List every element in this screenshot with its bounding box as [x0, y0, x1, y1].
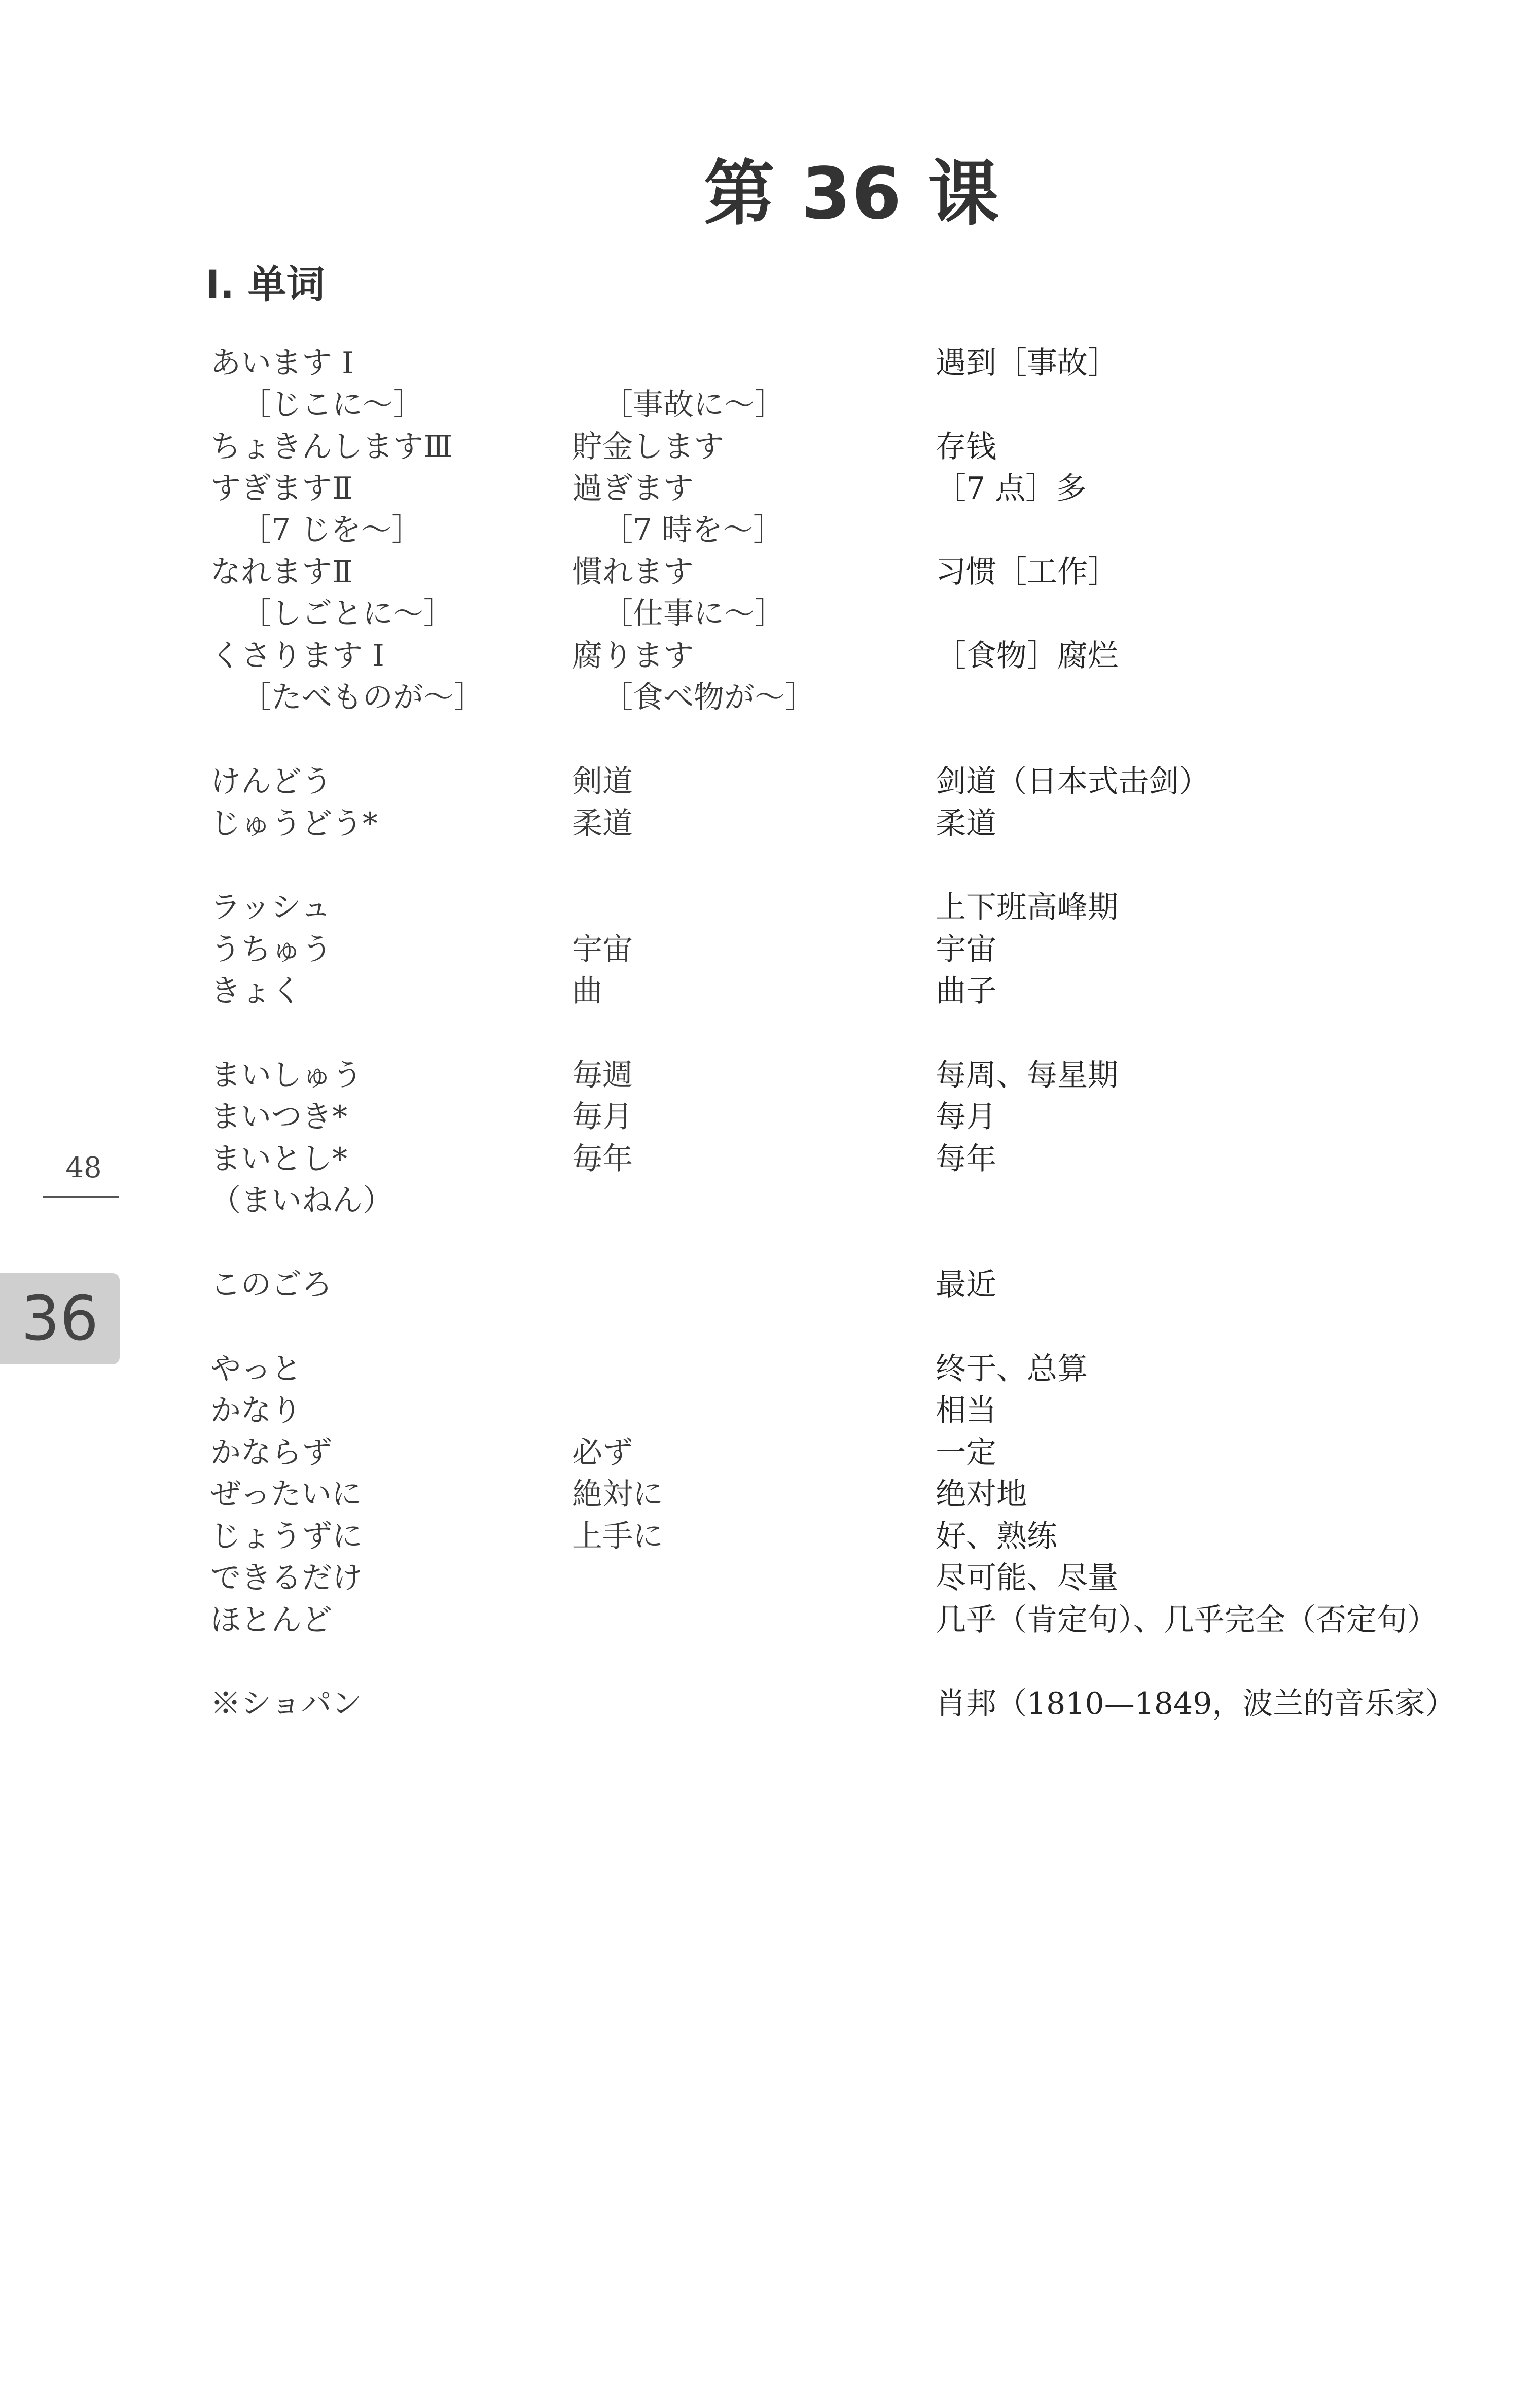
- vocab-kana: あいます I: [210, 345, 354, 381]
- vocab-kana: やっと: [210, 1351, 302, 1387]
- vocab-kana: ［しごとに～］: [241, 596, 454, 632]
- vocab-kana: じょうずに: [210, 1519, 363, 1554]
- vocab-meaning: 一定: [936, 1435, 996, 1470]
- vocab-kana: ほとんど: [210, 1602, 332, 1638]
- vocab-meaning: 柔道: [936, 806, 996, 842]
- vocab-row: [0, 1432, 1540, 1474]
- vocab-row: [0, 468, 1540, 509]
- vocab-row: [0, 426, 1540, 468]
- vocab-meaning: 习惯［工作］: [936, 554, 1118, 590]
- vocab-meaning: 存钱: [936, 429, 996, 465]
- vocab-meaning: 上下班高峰期: [936, 890, 1118, 925]
- vocab-meaning: 曲子: [936, 973, 996, 1009]
- vocab-meaning: 宇宙: [936, 932, 996, 967]
- vocab-kanji: 必ず: [572, 1435, 633, 1470]
- vocab-row: [0, 761, 1540, 802]
- vocab-meaning: 终于、总算: [936, 1351, 1088, 1387]
- section-heading: I. 单词: [205, 262, 325, 307]
- vocab-kana: けんどう: [210, 764, 332, 799]
- vocab-row: [0, 1180, 1540, 1221]
- vocab-row: [0, 1390, 1540, 1431]
- vocab-row: [0, 887, 1540, 928]
- vocab-kana: ちょきんしますⅢ: [210, 429, 453, 465]
- vocab-row: [0, 1599, 1540, 1641]
- vocab-meaning: 最近: [936, 1267, 996, 1303]
- vocab-kana: まいつき*: [210, 1099, 347, 1135]
- vocab-kana: まいしゅう: [210, 1058, 363, 1093]
- page-number: 48: [65, 1151, 102, 1184]
- vocab-meaning: 绝对地: [936, 1477, 1027, 1512]
- vocab-meaning: 几乎（肯定句）、几乎完全（否定句）: [936, 1602, 1438, 1638]
- vocab-kana: ［たべものが～］: [241, 680, 484, 715]
- vocab-kanji: 過ぎます: [572, 471, 694, 506]
- vocab-row: [0, 803, 1540, 845]
- vocab-row: [0, 1264, 1540, 1306]
- vocab-kana: ［7 じを～］: [241, 512, 422, 548]
- vocab-meaning: 肖邦（1810—1849，波兰的音乐家）: [936, 1686, 1456, 1722]
- vocab-row: [0, 1557, 1540, 1599]
- vocab-row: [0, 1516, 1540, 1557]
- vocab-meaning: ［食物］腐烂: [936, 638, 1118, 674]
- vocab-meaning: 每年: [936, 1141, 996, 1177]
- vocab-kanji: ［7 時を～］: [602, 512, 784, 548]
- lesson-tab: 36: [0, 1273, 120, 1364]
- vocab-row: [0, 1055, 1540, 1096]
- vocab-row: [0, 1348, 1540, 1390]
- vocab-kanji: 毎週: [572, 1058, 633, 1093]
- vocab-kanji: ［事故に～］: [602, 387, 785, 423]
- vocab-meaning: 剑道（日本式击剑）: [936, 764, 1209, 799]
- vocab-meaning: 遇到［事故］: [936, 345, 1118, 381]
- vocab-kana: ラッシュ: [210, 890, 331, 925]
- vocab-kanji: 慣れます: [572, 554, 694, 590]
- vocab-row: [0, 509, 1540, 551]
- vocab-meaning: 相当: [936, 1393, 996, 1428]
- vocab-row: [0, 551, 1540, 593]
- vocab-row: [0, 677, 1540, 718]
- vocab-kanji: 毎月: [572, 1099, 633, 1135]
- vocab-row: [0, 970, 1540, 1012]
- vocab-row: [0, 1474, 1540, 1515]
- vocab-kanji: 絶対に: [572, 1477, 663, 1512]
- vocab-kana: くさります I: [210, 638, 384, 674]
- vocab-kana: ぜったいに: [210, 1477, 362, 1512]
- vocab-kana: なれますⅡ: [210, 554, 353, 590]
- vocab-kanji: ［仕事に～］: [602, 596, 785, 632]
- vocab-kana: すぎますⅡ: [210, 471, 353, 506]
- vocab-row: [0, 342, 1540, 384]
- vocab-kanji: 宇宙: [572, 932, 633, 967]
- vocab-kanji: 柔道: [572, 806, 633, 842]
- vocab-kana: ※ショパン: [210, 1686, 362, 1722]
- vocab-row: [0, 1683, 1540, 1725]
- page-title: 第 36 课: [703, 153, 1000, 235]
- vocab-meaning: 尽可能、尽量: [936, 1560, 1118, 1596]
- vocab-kanji: 曲: [572, 973, 602, 1009]
- vocab-row: [0, 929, 1540, 970]
- vocab-row: [0, 635, 1540, 677]
- vocab-kanji: 貯金します: [572, 429, 724, 465]
- vocab-kana: まいとし*: [210, 1141, 347, 1177]
- vocab-meaning: ［7 点］多: [936, 471, 1087, 506]
- vocab-kanji: 剣道: [572, 764, 633, 799]
- vocab-row: [0, 384, 1540, 426]
- vocab-kana: このごろ: [210, 1267, 332, 1303]
- vocab-row: [0, 1096, 1540, 1138]
- vocab-row: [0, 593, 1540, 635]
- page-number-rule: [43, 1196, 119, 1198]
- vocab-kana: （まいねん）: [210, 1183, 393, 1218]
- vocab-meaning: 好、熟练: [936, 1519, 1057, 1554]
- vocab-kana: できるだけ: [210, 1560, 363, 1596]
- vocab-row: [0, 1138, 1540, 1180]
- vocab-kanji: 腐ります: [572, 638, 694, 674]
- vocab-kana: じゅうどう*: [210, 806, 378, 842]
- vocab-kana: かならず: [210, 1435, 332, 1470]
- vocab-kana: きょく: [210, 973, 302, 1009]
- vocab-kana: うちゅう: [210, 932, 332, 967]
- vocab-meaning: 每周、每星期: [936, 1058, 1118, 1093]
- vocab-meaning: 每月: [936, 1099, 996, 1135]
- vocab-kanji: 毎年: [572, 1141, 633, 1177]
- vocab-kana: かなり: [210, 1393, 302, 1428]
- vocab-kanji: ［食べ物が～］: [602, 680, 815, 715]
- vocab-kana: ［じこに～］: [241, 387, 423, 423]
- vocab-kanji: 上手に: [572, 1519, 663, 1554]
